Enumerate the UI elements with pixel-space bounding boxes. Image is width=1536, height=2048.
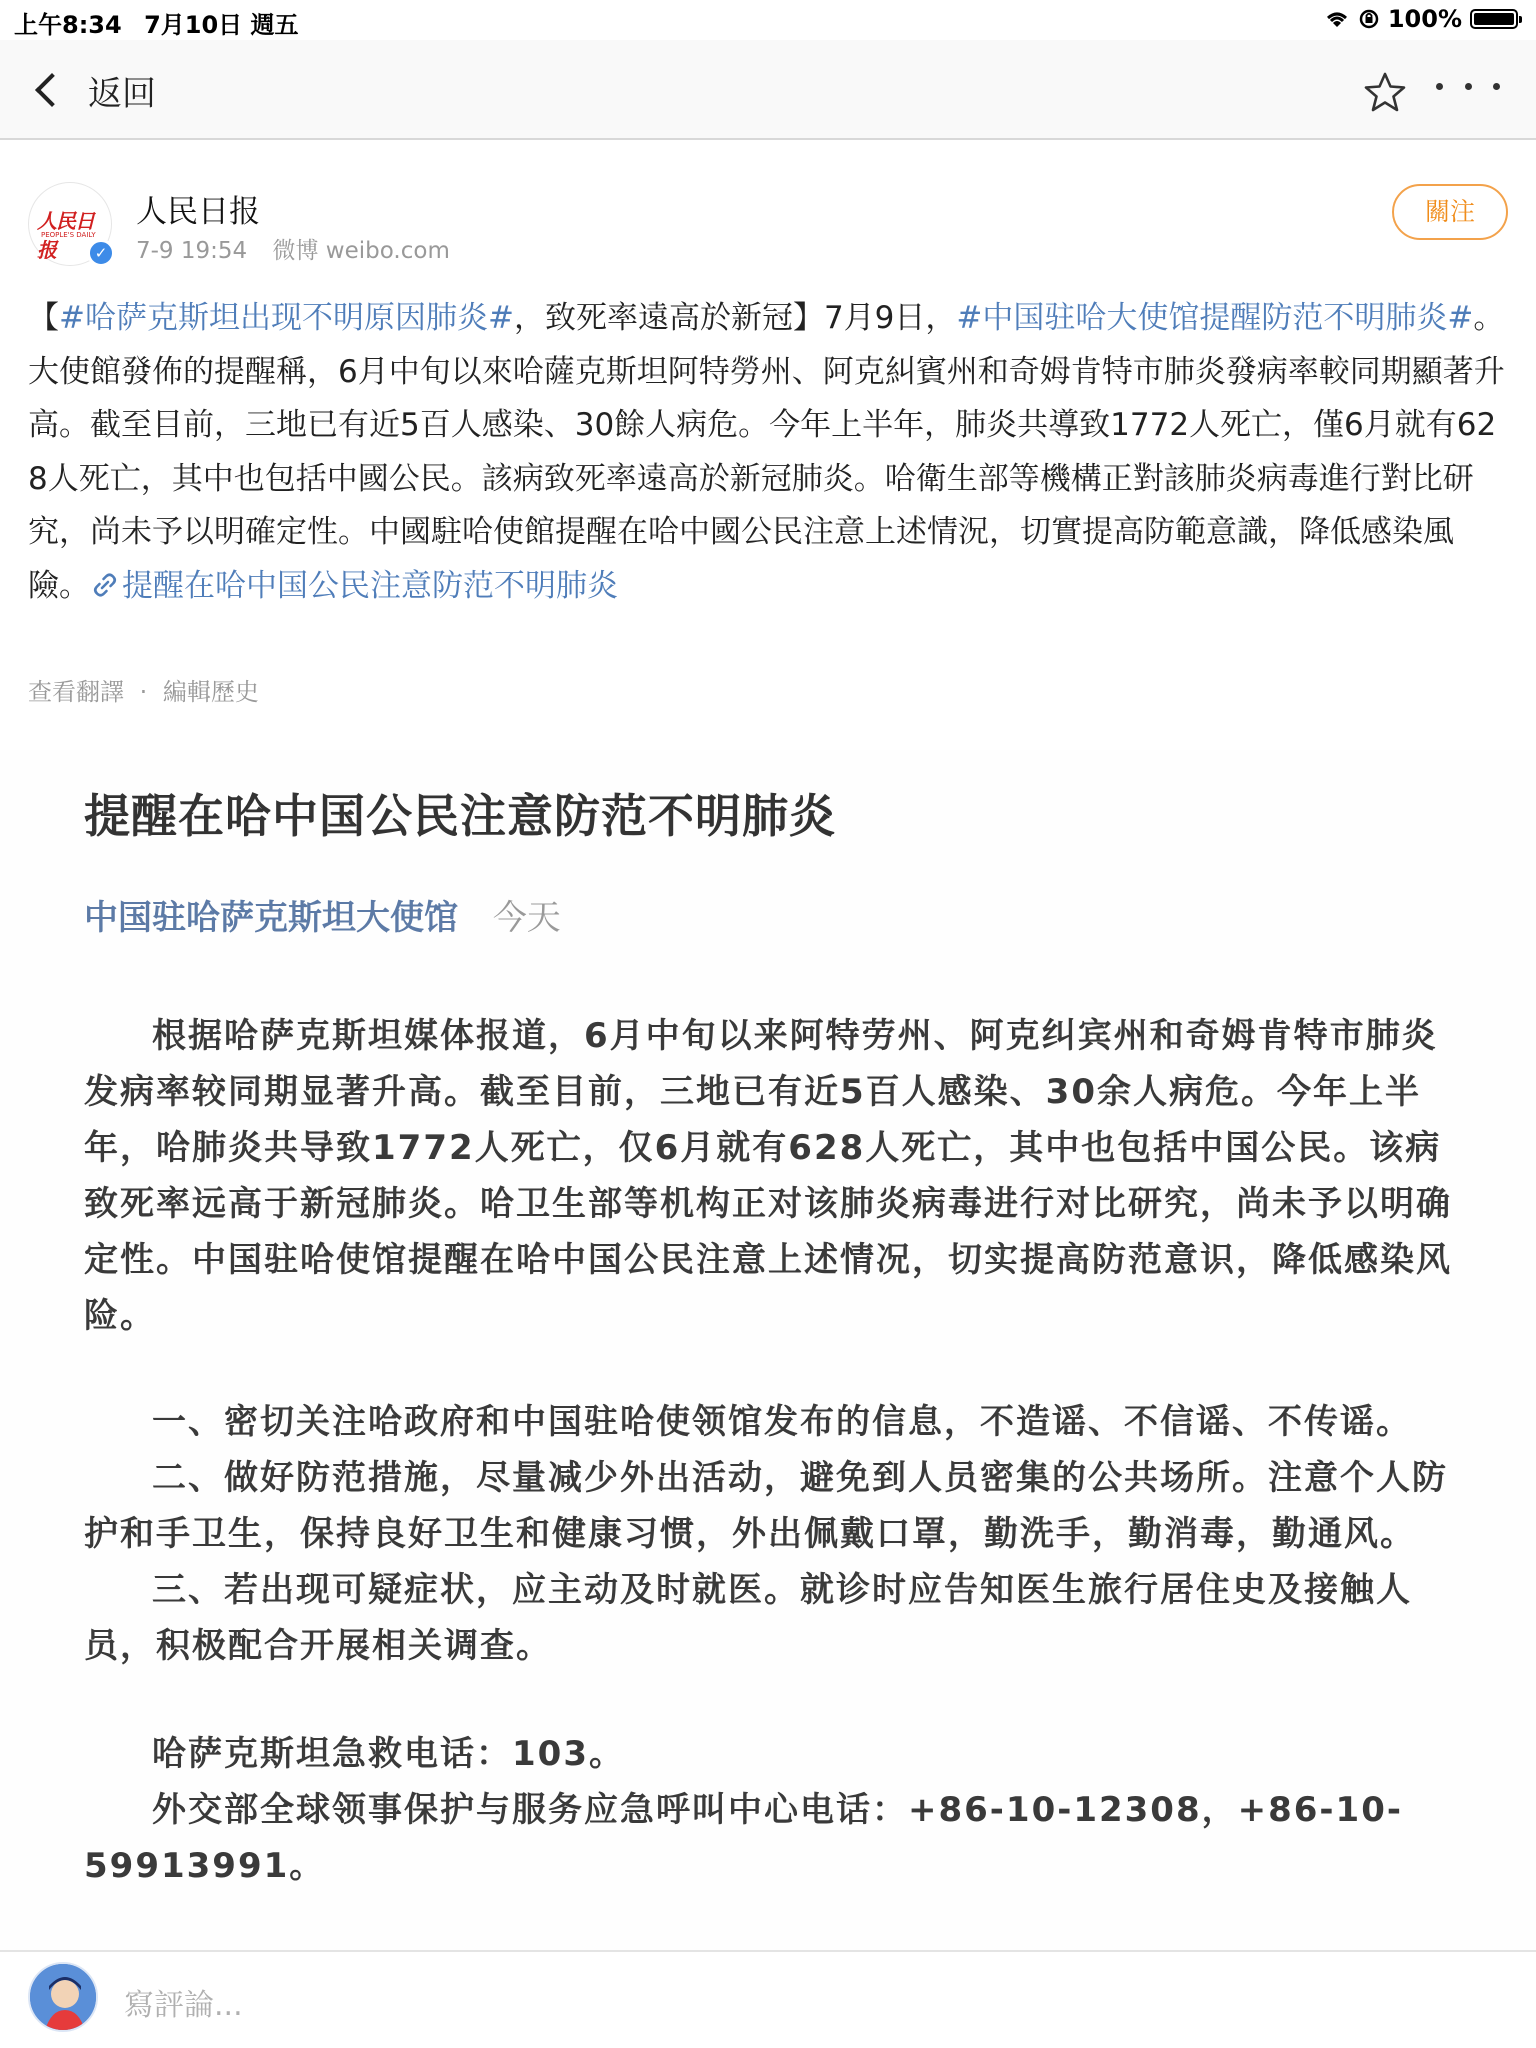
article-title: 提醒在哈中国公民注意防范不明肺炎 — [84, 789, 836, 843]
dot — [1465, 83, 1472, 90]
chevron-left-icon — [35, 73, 69, 107]
article-link[interactable] — [90, 568, 618, 604]
article-item: 一、密切关注哈政府和中国驻哈使领馆发布的信息，不造谣、不信谣、不传谣。 — [152, 1402, 1412, 1442]
battery-icon — [1470, 9, 1518, 29]
article-date: 今天 — [492, 898, 561, 938]
post-body — [28, 292, 1512, 613]
dot — [1493, 83, 1500, 90]
comment-bar — [0, 1950, 1536, 2048]
post-source: 微博 weibo.com — [272, 238, 450, 264]
post-actions — [28, 672, 259, 707]
article-paragraph: 根据哈萨克斯坦媒体报道，6月中旬以来阿特劳州、阿克纠宾州和奇姆肯特市肺炎发病率较同期显著升高。截至目前，三地已有近5百人感染、30余人病危。今年上半年，哈肺炎共导致1772人死亡，仅6月就有628人死亡，其中也包括中国公民。该病致死率远高于新冠肺炎。哈卫生部等机构正对该肺炎病毒进行对比研究，尚未予以明确定性。中国驻哈使馆提醒在哈中国公民注意上述情况，切实提高防范意识，降低感染风险。 — [84, 1016, 1452, 1336]
more-dots-icon[interactable] — [1436, 66, 1500, 106]
article-item: 三、若出现可疑症状，应主动及时就医。就诊时应告知医生旅行居住史及接触人员，积极配合开展相关调查。 — [84, 1570, 1412, 1666]
status-bar — [0, 0, 1536, 40]
dot — [1436, 83, 1443, 90]
edit-history-link[interactable]: 編輯歷史 — [162, 678, 259, 706]
separator-dot: · — [139, 678, 148, 706]
bracket-open: 【 — [28, 300, 59, 336]
peoples-daily-logo-sub: PEOPLE'S DAILY — [41, 231, 96, 239]
status-indicators — [1324, 5, 1518, 33]
status-time: 上午8:34 — [14, 11, 122, 39]
nav-bar — [0, 40, 1536, 140]
battery-percent: 100% — [1387, 5, 1462, 33]
user-avatar[interactable] — [28, 1962, 98, 2032]
status-date: 7月10日 週五 — [144, 11, 299, 39]
article-item: 二、做好防范措施，尽量减少外出活动，避免到人员密集的公共场所。注意个人防护和手卫生，保持良好卫生和健康习惯，外出佩戴口罩，勤洗手，勤消毒，勤通风。 — [84, 1458, 1448, 1554]
article-source — [84, 890, 561, 939]
verified-badge-icon: ✓ — [87, 239, 115, 267]
comment-input[interactable]: 寫評論... — [124, 1988, 243, 2023]
spacer — [84, 1674, 1454, 1730]
post-timestamp: 7-9 19:54 — [136, 238, 248, 264]
back-button[interactable] — [28, 64, 156, 116]
post-body-text: 。大使館發佈的提醒稱，6月中旬以來哈薩克斯坦阿特勞州、阿克糾賓州和奇姆肯特市肺炎發病率較同期顯著升高。截至目前，三地已有近5百人感染、30餘人病危。今年上半年，肺炎共導致1772人死亡，僅6月就有628人死亡，其中也包括中國公民。該病致死率遠高於新冠肺炎。哈衛生部等機構正對該肺炎病毒進行對比研究，尚未予以明確定性。中國駐哈使館提醒在哈中國公民注意上述情況，切實提高防範意識，降低感染風險。 — [28, 300, 1505, 604]
article-hotline: 外交部全球领事保护与服务应急呼叫中心电话：+86-10-12308，+86-10-59913991。 — [84, 1790, 1403, 1886]
hashtag-link[interactable]: #中国驻哈大使馆提醒防范不明肺炎# — [956, 300, 1474, 336]
avatar-image-icon — [30, 1964, 98, 2032]
post-meta — [136, 232, 450, 265]
star-icon[interactable] — [1360, 68, 1410, 118]
follow-button[interactable]: 關注 — [1392, 184, 1508, 240]
status-time-date — [14, 5, 299, 40]
peoples-daily-logo: 人民日报 — [37, 209, 94, 262]
author-avatar[interactable] — [28, 182, 112, 266]
battery-fill — [1474, 13, 1514, 25]
article-hotline: 哈萨克斯坦急救电话：103。 — [152, 1734, 625, 1774]
link-icon — [90, 570, 120, 600]
article-org: 中国驻哈萨克斯坦大使馆 — [84, 898, 458, 938]
back-label: 返回 — [88, 73, 156, 114]
article-image[interactable] — [0, 750, 1536, 1950]
spacer — [84, 1344, 1454, 1400]
hashtag-link[interactable]: #哈萨克斯坦出现不明原因肺炎# — [59, 300, 514, 336]
article-body — [84, 1008, 1454, 1894]
article-link-label: 提醒在哈中国公民注意防范不明肺炎 — [122, 567, 618, 604]
orientation-lock-icon — [1358, 8, 1380, 30]
wifi-icon — [1324, 9, 1350, 29]
author-name[interactable]: 人民日报 — [136, 194, 260, 230]
post-headline-rest: ，致死率遠高於新冠】7月9日， — [513, 300, 957, 336]
translate-link[interactable]: 查看翻譯 — [28, 678, 124, 706]
